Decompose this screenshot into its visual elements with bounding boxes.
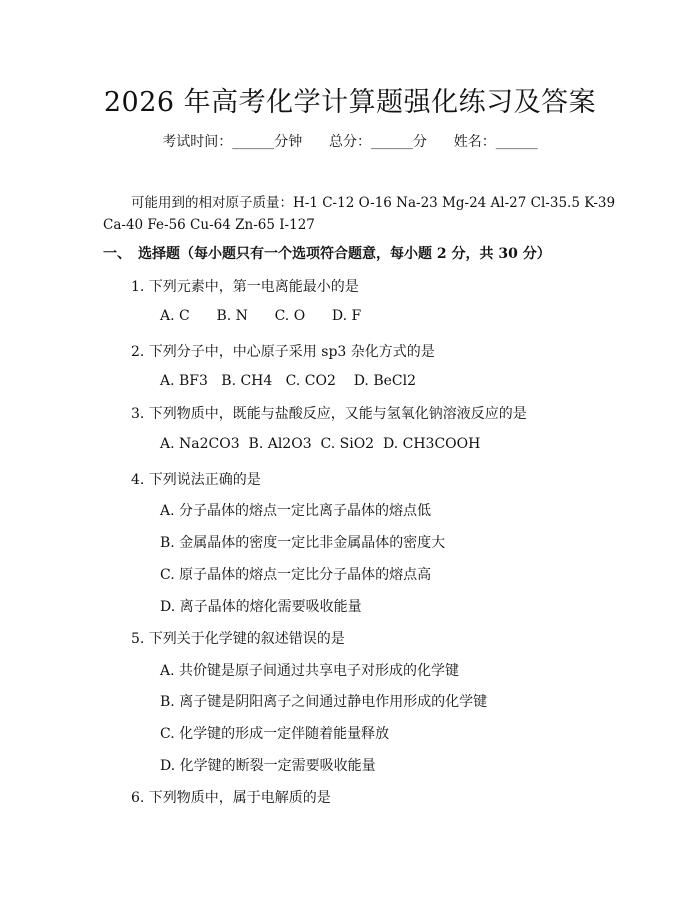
exam-time-field: 考试时间：______分钟 [162,134,303,150]
atomic-mass-note [103,192,616,236]
question-3-options [160,436,480,452]
question-3-option-b: B. Al2O3 [248,436,312,452]
exam-info-line [0,131,700,151]
question-2-option-a: A. BF3 [160,373,208,389]
question-1-options [160,308,361,324]
question-2-stem: 2. 下列分子中，中心原子采用 sp3 杂化方式的是 [131,344,435,360]
section-number: 一、 [103,246,131,262]
question-5-option-d: D. 化学键的断裂一定需要吸收能量 [160,758,376,774]
question-6-stem: 6. 下列物质中，属于电解质的是 [131,790,331,806]
question-5-stem: 5. 下列关于化学键的叙述错误的是 [131,631,345,647]
question-4-option-c: C. 原子晶体的熔点一定比分子晶体的熔点高 [160,567,432,583]
question-3-option-a: A. Na2CO3 [160,436,240,452]
question-5-option-c: C. 化学键的形成一定伴随着能量释放 [160,726,390,742]
question-5-option-a: A. 共价键是原子间通过共享电子对形成的化学键 [160,663,460,679]
document-title: 2026 年高考化学计算题强化练习及答案 [103,87,597,118]
question-3-option-d: D. CH3COOH [383,436,481,452]
question-1-option-c: C. O [274,308,306,324]
question-4-option-a: A. 分子晶体的熔点一定比离子晶体的熔点低 [160,503,432,519]
question-4-stem: 4. 下列说法正确的是 [131,472,261,488]
section-title: 选择题（每小题只有一个选项符合题意，每小题 2 分，共 30 分） [138,246,551,262]
question-2-option-b: B. CH4 [221,373,273,389]
question-1-option-b: B. N [216,308,248,324]
question-5-option-b: B. 离子键是阴阳离子之间通过静电作用形成的化学键 [160,694,488,710]
question-3-option-c: C. SiO2 [320,436,375,452]
question-1-stem: 1. 下列元素中，第一电离能最小的是 [131,279,359,295]
question-2-options [160,373,416,389]
question-2-option-c: C. CO2 [285,373,336,389]
question-1-option-a: A. C [160,308,190,324]
total-score-field: 总分：______分 [329,134,427,150]
question-3-stem: 3. 下列物质中，既能与盐酸反应，又能与氢氧化钠溶液反应的是 [131,406,527,422]
question-2-option-d: D. BeCl2 [353,373,416,389]
student-name-field: 姓名：______ [453,134,538,150]
question-1-option-d: D. F [331,308,362,324]
atomic-mass-line-1: 可能用到的相对原子质量：H-1 C-12 O-16 Na-23 Mg-24 Al-27 Cl-35.5 K-39 [131,195,616,211]
question-4-option-b: B. 金属晶体的密度一定比非金属晶体的密度大 [160,535,446,551]
section-heading [103,243,551,263]
atomic-mass-line-2: Ca-40 Fe-56 Cu-64 Zn-65 I-127 [103,217,315,233]
question-4-option-d: D. 离子晶体的熔化需要吸收能量 [160,599,362,615]
